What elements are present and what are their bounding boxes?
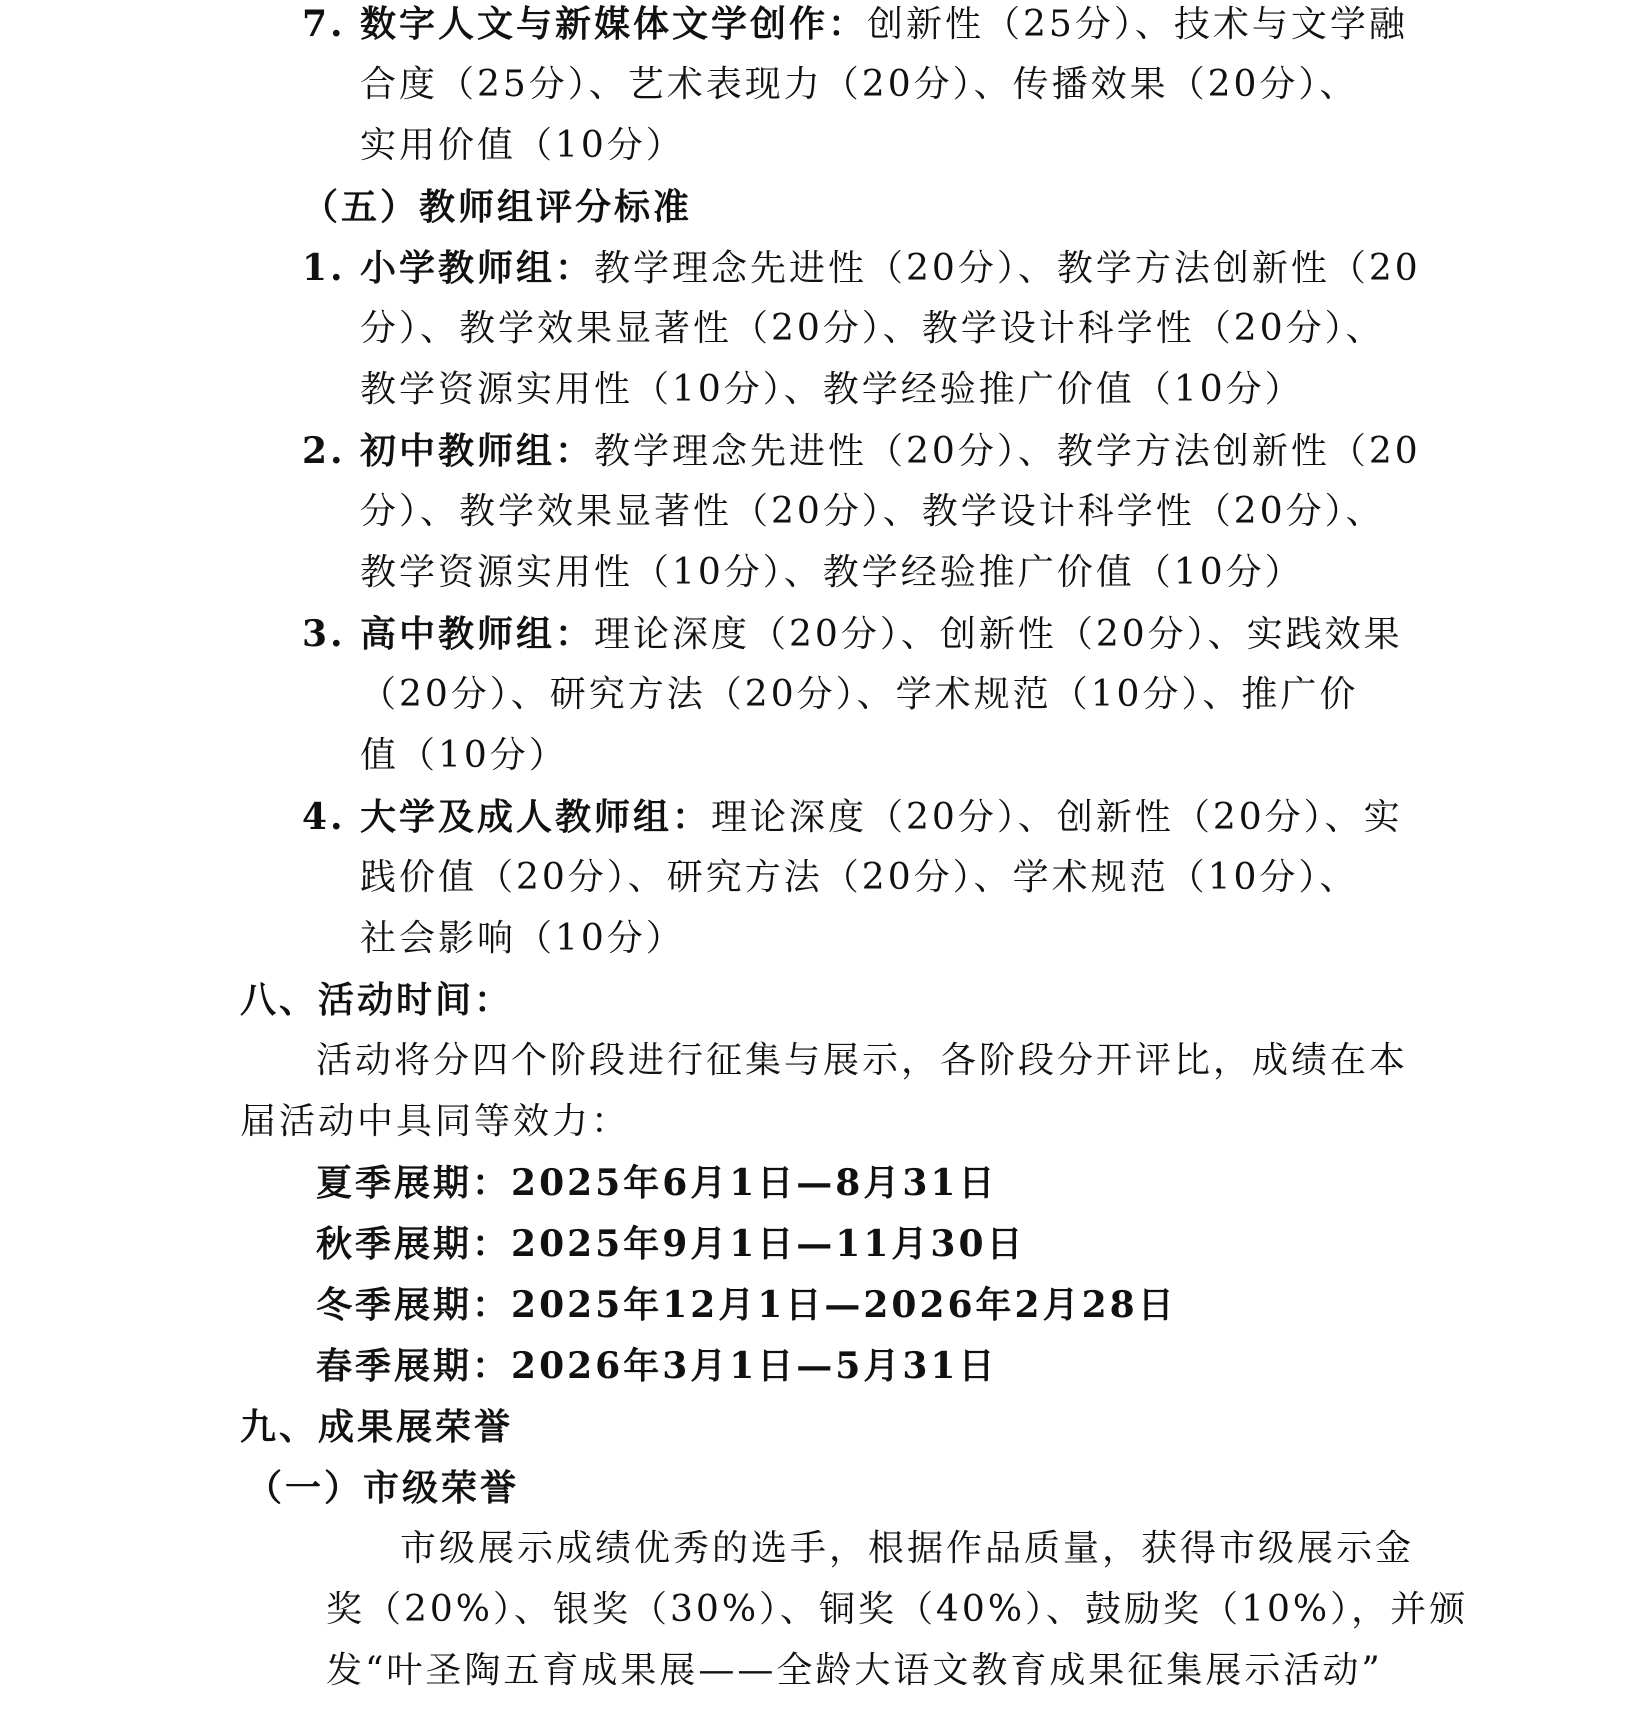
period-spring-value: 2026年3月1日—5月31日 [511,1345,998,1387]
teacher-item-2-line1 [302,429,1421,474]
period-autumn-label: 秋季展期： [316,1223,512,1265]
section8-title: 八、活动时间： [240,979,514,1021]
teacher-item-1-line3: 教学资源实用性（10分）、教学经验推广价值（10分） [360,369,1304,410]
teacher-item-4-label: 大学及成人教师组： [360,796,712,838]
teacher-item-4-line2: 践价值（20分）、研究方法（20分）、学术规范（10分）、 [360,857,1359,898]
period-spring [316,1344,997,1388]
item7-line3: 实用价值（10分） [360,125,685,166]
teacher-item-1-line2: 分）、教学效果显著性（20分）、教学设计科学性（20分）、 [360,308,1385,349]
teacher-item-1-number: 1. [302,247,346,289]
section9-sub1-title: （一）市级荣誉 [246,1467,520,1509]
item7-number: 7. [302,3,346,45]
item7-line2: 合度（25分）、艺术表现力（20分）、传播效果（20分）、 [360,64,1359,105]
teacher-item-2-line2: 分）、教学效果显著性（20分）、教学设计科学性（20分）、 [360,491,1385,532]
teacher-item-3-line2: （20分）、研究方法（20分）、学术规范（10分）、推广价 [360,674,1359,715]
period-summer-label: 夏季展期： [316,1162,512,1204]
teacher-item-4-line1 [302,795,1403,840]
period-summer-value: 2025年6月1日—8月31日 [511,1162,998,1204]
period-autumn [316,1222,1026,1266]
section9-title: 九、成果展荣誉 [240,1406,514,1448]
section8-paragraph-line1: 活动将分四个阶段进行征集与展示，各阶段分开评比，成绩在本 [316,1040,1409,1081]
item7-label: 数字人文与新媒体文学创作： [360,3,868,45]
teacher-item-3-label: 高中教师组： [360,613,595,655]
teacher-item-1-line1 [302,246,1421,291]
teacher-item-4-text1: 理论深度（20分）、创新性（20分）、实 [711,797,1403,838]
item7-text1: 创新性（25分）、技术与文学融 [867,4,1408,45]
teacher-item-3-number: 3. [302,613,346,655]
teacher-item-2-label: 初中教师组： [360,430,595,472]
item7-line1 [302,2,1408,47]
teacher-item-2-line3: 教学资源实用性（10分）、教学经验推广价值（10分） [360,552,1304,593]
period-autumn-value: 2025年9月1日—11月30日 [511,1223,1026,1265]
teacher-item-4-line3: 社会影响（10分） [360,918,685,959]
period-spring-label: 春季展期： [316,1345,512,1387]
teacher-item-3-line1 [302,612,1403,657]
section9-paragraph-line1: 市级展示成绩优秀的选手，根据作品质量，获得市级展示金 [400,1528,1415,1569]
teacher-item-3-text1: 理论深度（20分）、创新性（20分）、实践效果 [594,614,1403,655]
section9-paragraph-line2: 奖（20%）、银奖（30%）、铜奖（40%）、鼓励奖（10%），并颁 [326,1589,1469,1630]
teacher-item-1-text1: 教学理念先进性（20分）、教学方法创新性（20 [594,248,1421,289]
teacher-item-3-line3: 值（10分） [360,735,568,776]
teacher-item-2-text1: 教学理念先进性（20分）、教学方法创新性（20 [594,431,1421,472]
teacher-item-2-number: 2. [302,430,346,472]
period-winter [316,1283,1177,1327]
section8-paragraph-line2: 届活动中具同等效力： [240,1101,631,1142]
section9-paragraph-line3: 发“叶圣陶五育成果展——全龄大语文教育成果征集展示活动” [326,1650,1383,1691]
period-winter-value: 2025年12月1日—2026年2月28日 [511,1284,1177,1326]
period-summer [316,1161,997,1205]
section5-title: （五）教师组评分标准 [302,186,693,228]
teacher-item-4-number: 4. [302,796,346,838]
teacher-item-1-label: 小学教师组： [360,247,595,289]
period-winter-label: 冬季展期： [316,1284,512,1326]
